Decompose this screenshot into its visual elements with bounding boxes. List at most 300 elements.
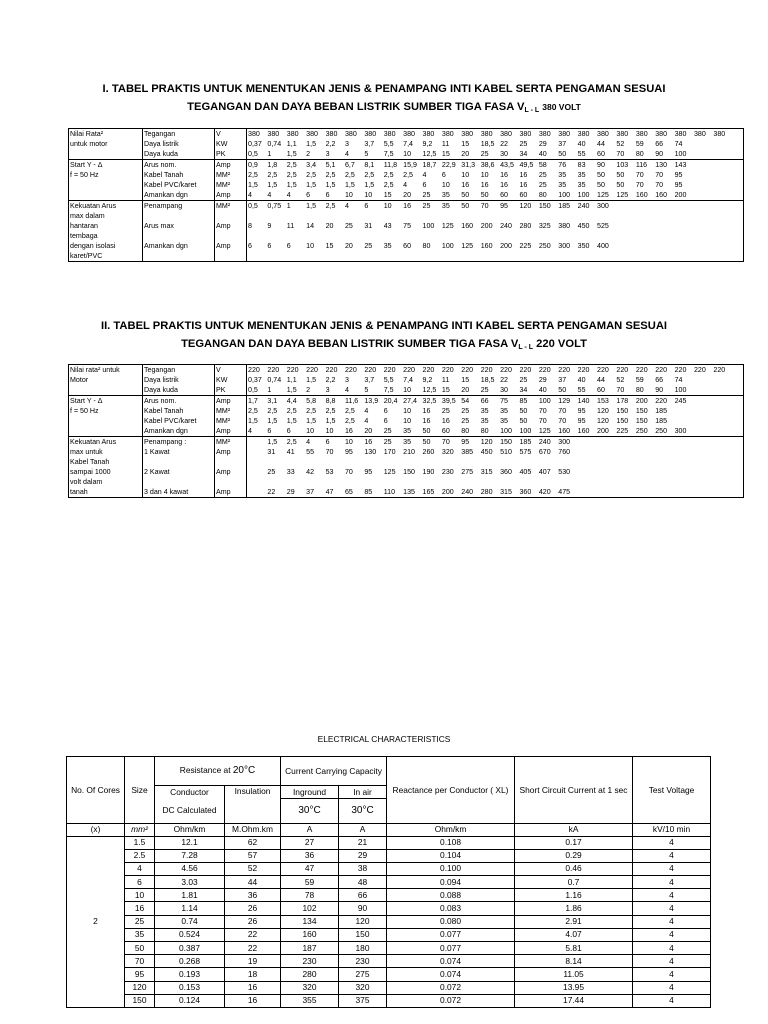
- description-line: f = 50 Hz: [70, 171, 99, 179]
- value-cell: 38,6: [480, 161, 495, 169]
- value-cell: 33: [286, 468, 295, 476]
- cell-insulation: 52: [225, 862, 281, 875]
- value-cell: 7,4: [403, 376, 413, 384]
- value-cell: 380: [286, 130, 299, 138]
- cell-short-circuit: 4.07: [515, 928, 633, 941]
- value-cell: 16: [344, 427, 353, 435]
- value-cell: 80: [538, 191, 547, 199]
- cell-reactance: 0.088: [387, 889, 515, 902]
- row-label: [143, 211, 215, 221]
- unit-short-circuit: kA: [515, 823, 633, 836]
- cell-conductor: 1.14: [155, 902, 225, 915]
- table-row: [69, 139, 744, 149]
- cell-insulation: 44: [225, 876, 281, 889]
- cell-inground: 160: [281, 928, 339, 941]
- unit-insulation: M.Ohm.km: [225, 823, 281, 836]
- value-cell: 6: [267, 242, 272, 250]
- header-dc-calculated: DC Calculated: [155, 799, 225, 824]
- value-cell: 35: [558, 181, 567, 189]
- cell-short-circuit: 1.86: [515, 902, 633, 915]
- header-current-capacity: Current Carrying Capacity: [281, 757, 387, 786]
- row-unit: V: [215, 365, 247, 376]
- value-cell: 4: [344, 150, 349, 158]
- value-cell: 250: [635, 427, 648, 435]
- cell-insulation: 18: [225, 968, 281, 981]
- value-cell: 40: [538, 150, 547, 158]
- row-unit: MM²: [215, 201, 247, 212]
- value-cell: 1,1: [286, 376, 297, 384]
- value-cell: 41: [286, 448, 295, 456]
- value-cell: 6: [306, 191, 311, 199]
- value-cell: 60: [441, 427, 450, 435]
- value-cell: 245: [674, 397, 687, 405]
- value-cell: 220: [635, 366, 648, 374]
- value-cell: 10: [306, 242, 315, 250]
- value-cell: 5,5: [383, 140, 394, 148]
- table-row: [67, 981, 711, 994]
- value-cell: 35: [500, 417, 508, 425]
- value-cell: 220: [248, 366, 260, 374]
- value-cell: 2,5: [248, 407, 258, 415]
- value-cell: 380: [364, 130, 377, 138]
- row-values: [247, 149, 744, 160]
- value-cell: 225: [616, 427, 629, 435]
- value-cell: 3: [325, 150, 330, 158]
- value-cell: 50: [616, 171, 625, 179]
- value-cell: 260: [422, 448, 435, 456]
- value-cell: 1: [267, 150, 272, 158]
- value-cell: 150: [500, 438, 512, 446]
- value-cell: 380: [674, 130, 687, 138]
- value-cell: 16: [422, 417, 431, 425]
- value-cell: 220: [267, 366, 280, 374]
- value-cell: 39,5: [441, 397, 456, 405]
- value-cell: 150: [635, 407, 648, 415]
- value-cell: 6: [325, 191, 330, 199]
- value-cell: 9,2: [422, 140, 433, 148]
- value-cell: 135: [403, 488, 415, 496]
- value-cell: 1,5: [306, 140, 317, 148]
- cell-conductor: 0.124: [155, 994, 225, 1007]
- value-cell: 220: [422, 366, 435, 374]
- value-cell: 100: [558, 191, 571, 199]
- value-cell: 10: [383, 202, 392, 210]
- value-cell: 43: [383, 222, 392, 230]
- row-values: [247, 426, 744, 437]
- value-cell: 25: [422, 202, 431, 210]
- cell-reactance: 0.100: [387, 862, 515, 875]
- row-values: [247, 241, 744, 251]
- value-cell: 25: [519, 376, 528, 384]
- cell-size: 6: [125, 876, 155, 889]
- value-cell: 37: [306, 488, 315, 496]
- value-cell: 153: [597, 397, 609, 405]
- value-cell: 2,5: [403, 171, 413, 179]
- value-cell: 4: [344, 202, 349, 210]
- value-cell: 60: [403, 242, 412, 250]
- value-cell: 35: [500, 407, 508, 415]
- value-cell: 74: [674, 376, 683, 384]
- row-values: [247, 170, 744, 180]
- cell-size: 10: [125, 889, 155, 902]
- row-label: Arus max: [143, 221, 215, 231]
- value-cell: 54: [461, 397, 470, 405]
- cell-size: 120: [125, 981, 155, 994]
- cell-reactance: 0.077: [387, 942, 515, 955]
- value-cell: 1,5: [286, 386, 297, 394]
- description-line: tembaga: [70, 232, 98, 240]
- table-row: [69, 221, 744, 231]
- value-cell: 475: [558, 488, 571, 496]
- value-cell: 35: [577, 171, 586, 179]
- value-cell: 2,5: [267, 407, 278, 415]
- cell-conductor: 7.28: [155, 849, 225, 862]
- header-cores: No. Of Cores: [67, 757, 125, 824]
- value-cell: 2,5: [325, 407, 336, 415]
- value-cell: 2,5: [344, 417, 355, 425]
- value-cell: 80: [461, 427, 470, 435]
- value-cell: 80: [635, 386, 644, 394]
- row-values: [247, 180, 744, 190]
- value-cell: 4: [306, 438, 311, 446]
- value-cell: 220: [306, 366, 319, 374]
- value-cell: 320: [441, 448, 454, 456]
- row-values: [247, 477, 744, 487]
- value-cell: 50: [558, 386, 567, 394]
- value-cell: 6,7: [344, 161, 355, 169]
- row-label: Daya kuda: [143, 385, 215, 396]
- value-cell: 2,5: [344, 407, 355, 415]
- value-cell: 15: [461, 140, 470, 148]
- value-cell: 11: [441, 376, 450, 384]
- cell-short-circuit: 0.29: [515, 849, 633, 862]
- value-cell: 50: [519, 417, 528, 425]
- unit-size: mm²: [125, 823, 155, 836]
- cell-test-voltage: 4: [633, 981, 711, 994]
- unit-inground: A: [281, 823, 339, 836]
- value-cell: 2: [306, 150, 311, 158]
- value-cell: 380: [480, 130, 493, 138]
- value-cell: 2,5: [306, 407, 317, 415]
- value-cell: 380: [577, 130, 590, 138]
- value-cell: 70: [325, 448, 334, 456]
- value-cell: 16: [461, 181, 470, 189]
- cell-reactance: 0.074: [387, 955, 515, 968]
- value-cell: 70: [538, 407, 547, 415]
- value-cell: 380: [306, 130, 319, 138]
- value-cell: 130: [364, 448, 377, 456]
- value-cell: 70: [616, 386, 625, 394]
- value-cell: 15: [441, 150, 450, 158]
- value-cell: 160: [635, 191, 648, 199]
- table-row: [69, 160, 744, 171]
- cell-conductor: 0.74: [155, 915, 225, 928]
- value-cell: 1,5: [306, 181, 317, 189]
- value-cell: 2,5: [325, 171, 336, 179]
- cell-reactance: 0.094: [387, 876, 515, 889]
- table-row: [67, 942, 711, 955]
- value-cell: 240: [538, 438, 551, 446]
- row-values: [247, 487, 744, 498]
- table-row: [69, 447, 744, 457]
- value-cell: 25: [480, 386, 489, 394]
- value-cell: 95: [674, 181, 683, 189]
- value-cell: 25: [267, 468, 276, 476]
- value-cell: 380: [422, 130, 435, 138]
- row-values: [247, 139, 744, 149]
- cell-insulation: 36: [225, 889, 281, 902]
- cell-short-circuit: 0.7: [515, 876, 633, 889]
- row-unit: Amp: [215, 221, 247, 231]
- value-cell: 95: [577, 407, 586, 415]
- table-row: [67, 968, 711, 981]
- value-cell: 30: [500, 150, 508, 158]
- value-cell: 1,5: [306, 202, 317, 210]
- value-cell: 83: [577, 161, 586, 169]
- value-cell: 7,5: [383, 150, 394, 158]
- cell-inground: 102: [281, 902, 339, 915]
- value-cell: 405: [519, 468, 532, 476]
- value-cell: 2,5: [286, 438, 297, 446]
- value-cell: 230: [441, 468, 454, 476]
- value-cell: 220: [500, 366, 512, 374]
- value-cell: 18,5: [480, 140, 495, 148]
- value-cell: 25: [538, 181, 547, 189]
- group-description: [69, 129, 143, 160]
- value-cell: 70: [655, 171, 664, 179]
- value-cell: 70: [480, 202, 489, 210]
- value-cell: 22: [500, 376, 508, 384]
- value-cell: 12,5: [422, 150, 437, 158]
- value-cell: 11,8: [383, 161, 398, 169]
- cell-inground: 36: [281, 849, 339, 862]
- value-cell: 3,1: [267, 397, 278, 405]
- value-cell: 220: [655, 366, 668, 374]
- cell-short-circuit: 13.95: [515, 981, 633, 994]
- value-cell: 76: [558, 161, 567, 169]
- value-cell: 275: [461, 468, 474, 476]
- cell-short-circuit: 2.91: [515, 915, 633, 928]
- cell-reactance: 0.072: [387, 994, 515, 1007]
- table-row: [69, 365, 744, 376]
- value-cell: 42: [306, 468, 315, 476]
- header-conductor: Conductor: [155, 786, 225, 799]
- value-cell: 250: [538, 242, 551, 250]
- table-row: [69, 375, 744, 385]
- value-cell: 18,7: [422, 161, 437, 169]
- value-cell: 16: [519, 171, 528, 179]
- value-cell: 70: [655, 181, 664, 189]
- value-cell: 8: [248, 222, 252, 230]
- description-line: Start Y - Δ: [70, 161, 103, 169]
- value-cell: 103: [616, 161, 629, 169]
- table-row: [69, 251, 744, 262]
- value-cell: 220: [597, 366, 609, 374]
- description-line: max untuk: [70, 448, 103, 456]
- value-cell: 35: [441, 191, 450, 199]
- row-unit: [215, 477, 247, 487]
- ec-title: ELECTRICAL CHARACTERISTICS: [317, 734, 451, 744]
- row-label: 3 dan 4 kawat: [143, 487, 215, 498]
- value-cell: 11: [286, 222, 295, 230]
- header-resistance: [155, 757, 281, 786]
- value-cell: 0,37: [248, 376, 262, 384]
- value-cell: 16: [422, 407, 431, 415]
- value-cell: 10: [461, 171, 470, 179]
- cell-conductor: 0.387: [155, 942, 225, 955]
- value-cell: 70: [538, 417, 547, 425]
- cell-conductor: 0.524: [155, 928, 225, 941]
- value-cell: 2,5: [286, 407, 297, 415]
- value-cell: 70: [441, 438, 450, 446]
- cell-conductor: 3.03: [155, 876, 225, 889]
- value-cell: 16: [500, 181, 508, 189]
- value-cell: 95: [674, 171, 683, 179]
- cell-test-voltage: 4: [633, 968, 711, 981]
- value-cell: 2: [306, 386, 311, 394]
- value-cell: 4: [364, 407, 369, 415]
- value-cell: 380: [597, 130, 609, 138]
- value-cell: 2,5: [325, 202, 336, 210]
- section1-heading-line1: I. TABEL PRAKTIS UNTUK MENENTUKAN JENIS & PENAMPANG INTI KABEL SERTA PENGAMAN SESUAI: [102, 83, 666, 95]
- value-cell: 60: [519, 191, 528, 199]
- value-cell: 75: [403, 222, 412, 230]
- value-cell: 65: [344, 488, 353, 496]
- section2-heading-line1: II. TABEL PRAKTIS UNTUK MENENTUKAN JENIS & PENAMPANG INTI KABEL SERTA PENGAMAN SESUAI: [100, 320, 668, 332]
- value-cell: 35: [577, 181, 586, 189]
- value-cell: 220: [538, 366, 551, 374]
- value-cell: 50: [597, 171, 605, 179]
- value-cell: 125: [597, 191, 609, 199]
- cell-inground: 59: [281, 876, 339, 889]
- value-cell: 6: [286, 427, 291, 435]
- value-cell: 35: [480, 407, 489, 415]
- value-cell: 380: [403, 130, 415, 138]
- value-cell: 280: [480, 488, 493, 496]
- cell-size: 95: [125, 968, 155, 981]
- row-label: Daya listrik: [143, 139, 215, 149]
- cell-insulation: 22: [225, 942, 281, 955]
- value-cell: 1,5: [306, 417, 317, 425]
- cell-reactance: 0.077: [387, 928, 515, 941]
- value-cell: 22,9: [441, 161, 456, 169]
- value-cell: 1,1: [286, 140, 297, 148]
- value-cell: 200: [441, 488, 454, 496]
- cell-test-voltage: 4: [633, 994, 711, 1007]
- cell-insulation: 57: [225, 849, 281, 862]
- value-cell: 220: [616, 366, 629, 374]
- value-cell: 300: [558, 438, 571, 446]
- row-unit: PK: [215, 385, 247, 396]
- cell-in-air: 275: [339, 968, 387, 981]
- value-cell: 1,5: [325, 417, 336, 425]
- cell-test-voltage: 4: [633, 836, 711, 849]
- value-cell: 13,9: [364, 397, 379, 405]
- value-cell: 49,5: [519, 161, 534, 169]
- table-row: [67, 902, 711, 915]
- table-row: [67, 915, 711, 928]
- value-cell: 50: [461, 202, 470, 210]
- value-cell: 37: [558, 376, 567, 384]
- cell-reactance: 0.072: [387, 981, 515, 994]
- table-row: [69, 149, 744, 160]
- cell-short-circuit: 17.44: [515, 994, 633, 1007]
- value-cell: 25: [344, 222, 353, 230]
- value-cell: 14: [306, 222, 315, 230]
- value-cell: 55: [577, 386, 586, 394]
- value-cell: 2,5: [306, 171, 317, 179]
- cell-inground: 355: [281, 994, 339, 1007]
- value-cell: 4: [422, 171, 427, 179]
- value-cell: 130: [655, 161, 668, 169]
- value-cell: 220: [461, 366, 474, 374]
- value-cell: 1,5: [248, 181, 258, 189]
- row-unit: [215, 231, 247, 241]
- value-cell: 60: [597, 386, 605, 394]
- value-cell: 407: [538, 468, 551, 476]
- value-cell: 35: [480, 417, 489, 425]
- description-line: sampai 1000: [70, 468, 111, 476]
- value-cell: 10: [403, 407, 412, 415]
- row-values: [247, 129, 744, 140]
- header-insulation: Insulation: [225, 786, 281, 824]
- cell-size: 150: [125, 994, 155, 1007]
- value-cell: 100: [500, 427, 512, 435]
- cell-conductor: 0.193: [155, 968, 225, 981]
- value-cell: 44: [597, 140, 605, 148]
- value-cell: 10: [306, 427, 315, 435]
- row-unit: MM²: [215, 416, 247, 426]
- row-label: Amankan dgn: [143, 190, 215, 201]
- value-cell: 25: [383, 427, 392, 435]
- section2-heading-sub: L - L: [518, 344, 534, 351]
- cell-inground: 320: [281, 981, 339, 994]
- value-cell: 9: [267, 222, 272, 230]
- value-cell: 35: [383, 242, 392, 250]
- value-cell: 16: [403, 202, 412, 210]
- cell-inground: 187: [281, 942, 339, 955]
- value-cell: 20: [344, 242, 353, 250]
- value-cell: 530: [558, 468, 571, 476]
- value-cell: 31,3: [461, 161, 476, 169]
- value-cell: 35: [441, 202, 450, 210]
- table-row: [69, 201, 744, 212]
- value-cell: 220: [713, 366, 726, 374]
- description-line: hantaran: [70, 222, 99, 230]
- cell-in-air: 320: [339, 981, 387, 994]
- row-label: Kabel Tanah: [143, 406, 215, 416]
- value-cell: 12,5: [422, 386, 437, 394]
- header-short-circuit: Short Circuit Current at 1 sec: [515, 757, 633, 824]
- cell-size: 50: [125, 942, 155, 955]
- value-cell: 200: [480, 222, 493, 230]
- value-cell: 1,5: [267, 181, 278, 189]
- value-cell: 3: [325, 386, 330, 394]
- header-inground: Inground: [281, 786, 339, 799]
- value-cell: 2,5: [286, 171, 297, 179]
- cell-test-voltage: 4: [633, 889, 711, 902]
- value-cell: 0,5: [248, 150, 258, 158]
- value-cell: 74: [674, 140, 683, 148]
- core-count: 2: [67, 836, 125, 1007]
- table-row: [69, 180, 744, 190]
- value-cell: 125: [616, 191, 629, 199]
- value-cell: 16: [519, 181, 528, 189]
- value-cell: 2,5: [286, 161, 297, 169]
- value-cell: 70: [635, 171, 644, 179]
- table-row: [67, 889, 711, 902]
- cell-size: 16: [125, 902, 155, 915]
